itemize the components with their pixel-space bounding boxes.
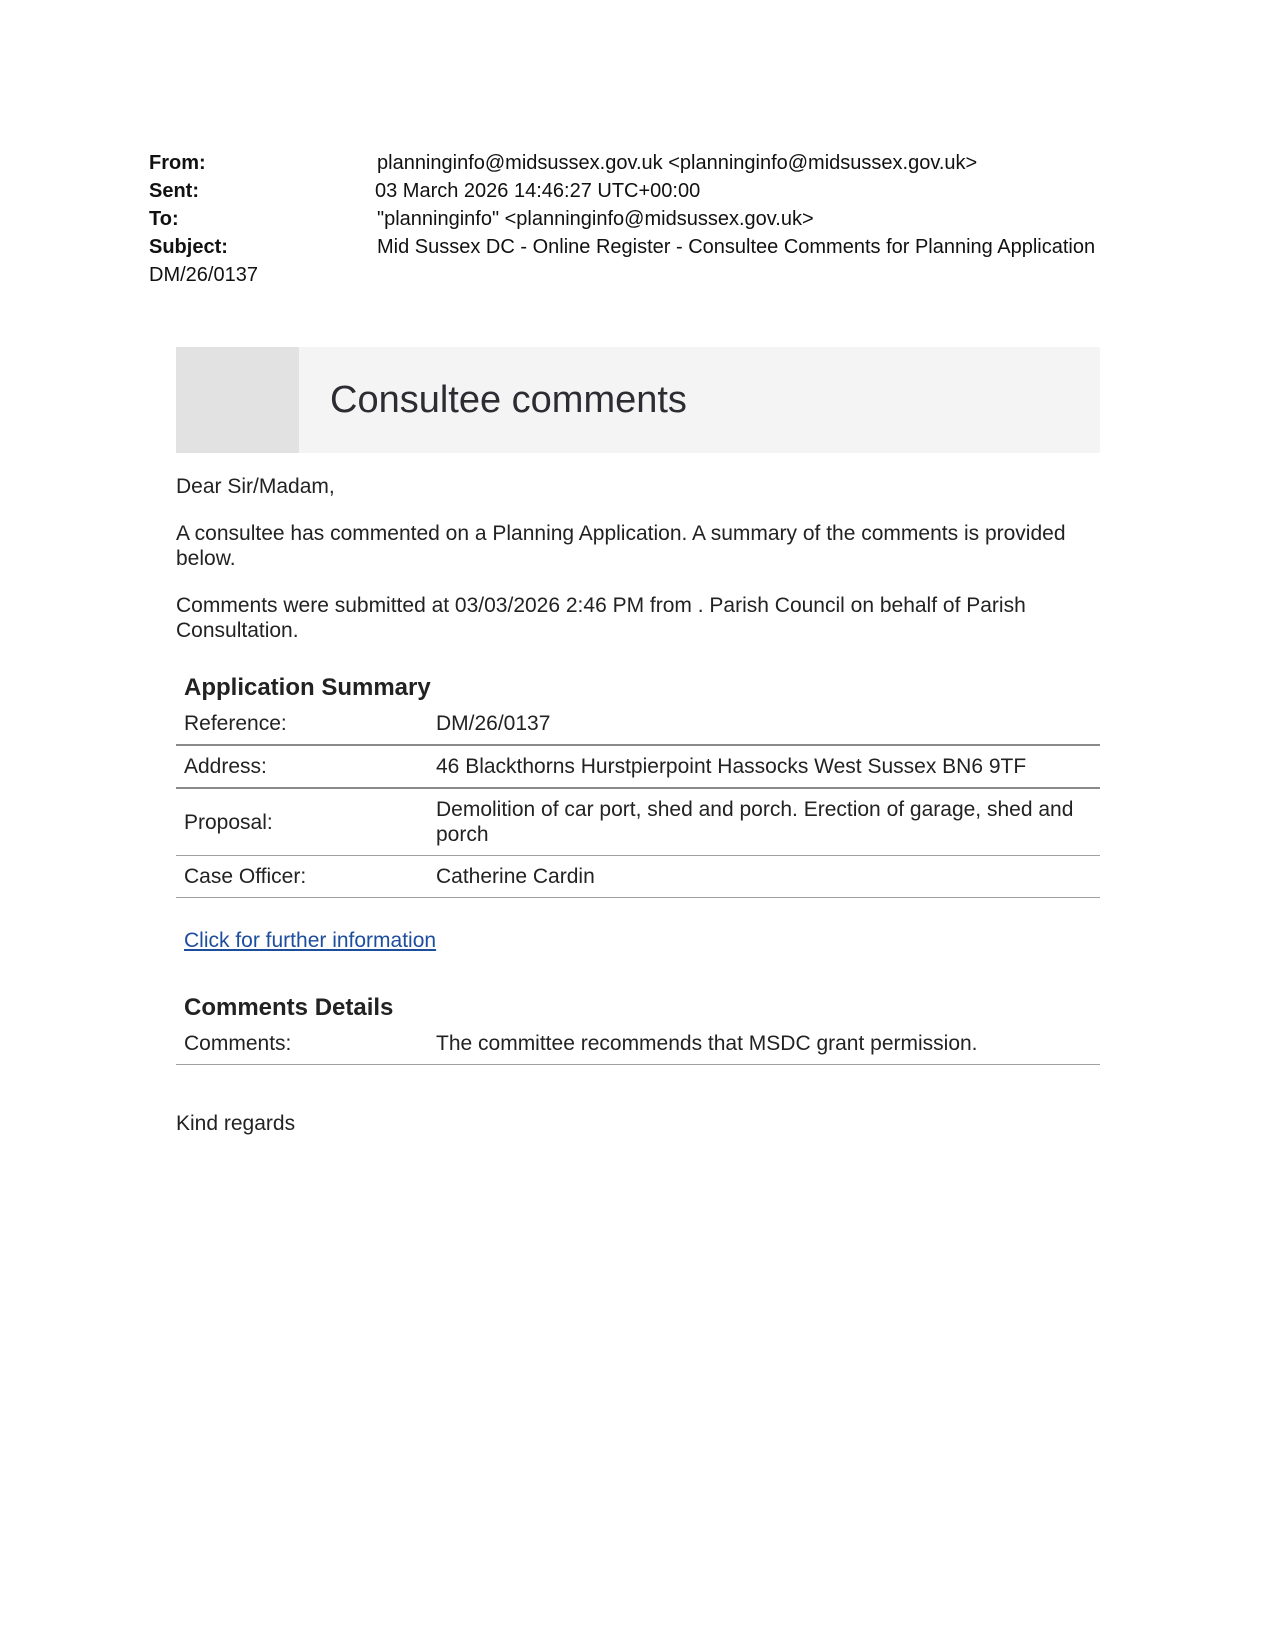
to-row xyxy=(149,205,1129,233)
address-value: 46 Blackthorns Hurstpierpoint Hassocks West Sussex BN6 9TF xyxy=(428,745,1100,788)
intro-paragraph: A consultee has commented on a Planning Application. A summary of the comments is provided below. xyxy=(176,522,1066,570)
comments-value: The committee recommends that MSDC grant permission. xyxy=(428,1023,1100,1065)
email-header xyxy=(149,149,1129,289)
table-row xyxy=(176,788,1100,856)
sent-row xyxy=(149,177,1129,205)
subject-row xyxy=(149,233,1129,261)
from-label: From: xyxy=(149,152,206,174)
table-row xyxy=(176,1023,1100,1065)
proposal-value: Demolition of car port, shed and porch. Erection of garage, shed and porch xyxy=(428,788,1100,856)
table-row xyxy=(176,745,1100,788)
application-summary-title: Application Summary xyxy=(184,674,431,701)
to-label: To: xyxy=(149,208,179,230)
sent-value: 03 March 2026 14:46:27 UTC+00:00 xyxy=(375,180,701,202)
submitted-paragraph: Comments were submitted at 03/03/2026 2:46 PM from . Parish Council on behalf of Parish Consultation. xyxy=(176,594,1026,642)
banner xyxy=(176,347,1100,453)
subject-value-continued: DM/26/0137 xyxy=(149,264,258,286)
closing: Kind regards xyxy=(176,1112,296,1135)
sent-label: Sent: xyxy=(149,180,199,202)
case-officer-label: Case Officer: xyxy=(176,856,428,898)
to-value: "planninginfo" <planninginfo@midsussex.gov.uk> xyxy=(377,208,814,230)
reference-value: DM/26/0137 xyxy=(428,703,1100,745)
case-officer-value: Catherine Cardin xyxy=(428,856,1100,898)
subject-value: Mid Sussex DC - Online Register - Consultee Comments for Planning Application xyxy=(377,236,1096,258)
email-body xyxy=(176,347,1100,1136)
comments-details-table xyxy=(176,1023,1100,1065)
application-summary-table xyxy=(176,703,1100,898)
further-info-container xyxy=(176,928,1100,953)
greeting: Dear Sir/Madam, xyxy=(176,475,335,498)
banner-accent xyxy=(176,347,299,453)
from-row xyxy=(149,149,1129,177)
from-value: planninginfo@midsussex.gov.uk <planninginfo@midsussex.gov.uk> xyxy=(377,152,978,174)
table-row xyxy=(176,703,1100,745)
subject-label: Subject: xyxy=(149,236,228,258)
comments-details-title: Comments Details xyxy=(184,994,394,1021)
banner-title: Consultee comments xyxy=(330,379,687,421)
reference-label: Reference: xyxy=(176,703,428,745)
comments-label: Comments: xyxy=(176,1023,428,1065)
further-info-link[interactable]: Click for further information xyxy=(184,929,437,952)
proposal-label: Proposal: xyxy=(176,788,428,856)
address-label: Address: xyxy=(176,745,428,788)
table-row xyxy=(176,856,1100,898)
